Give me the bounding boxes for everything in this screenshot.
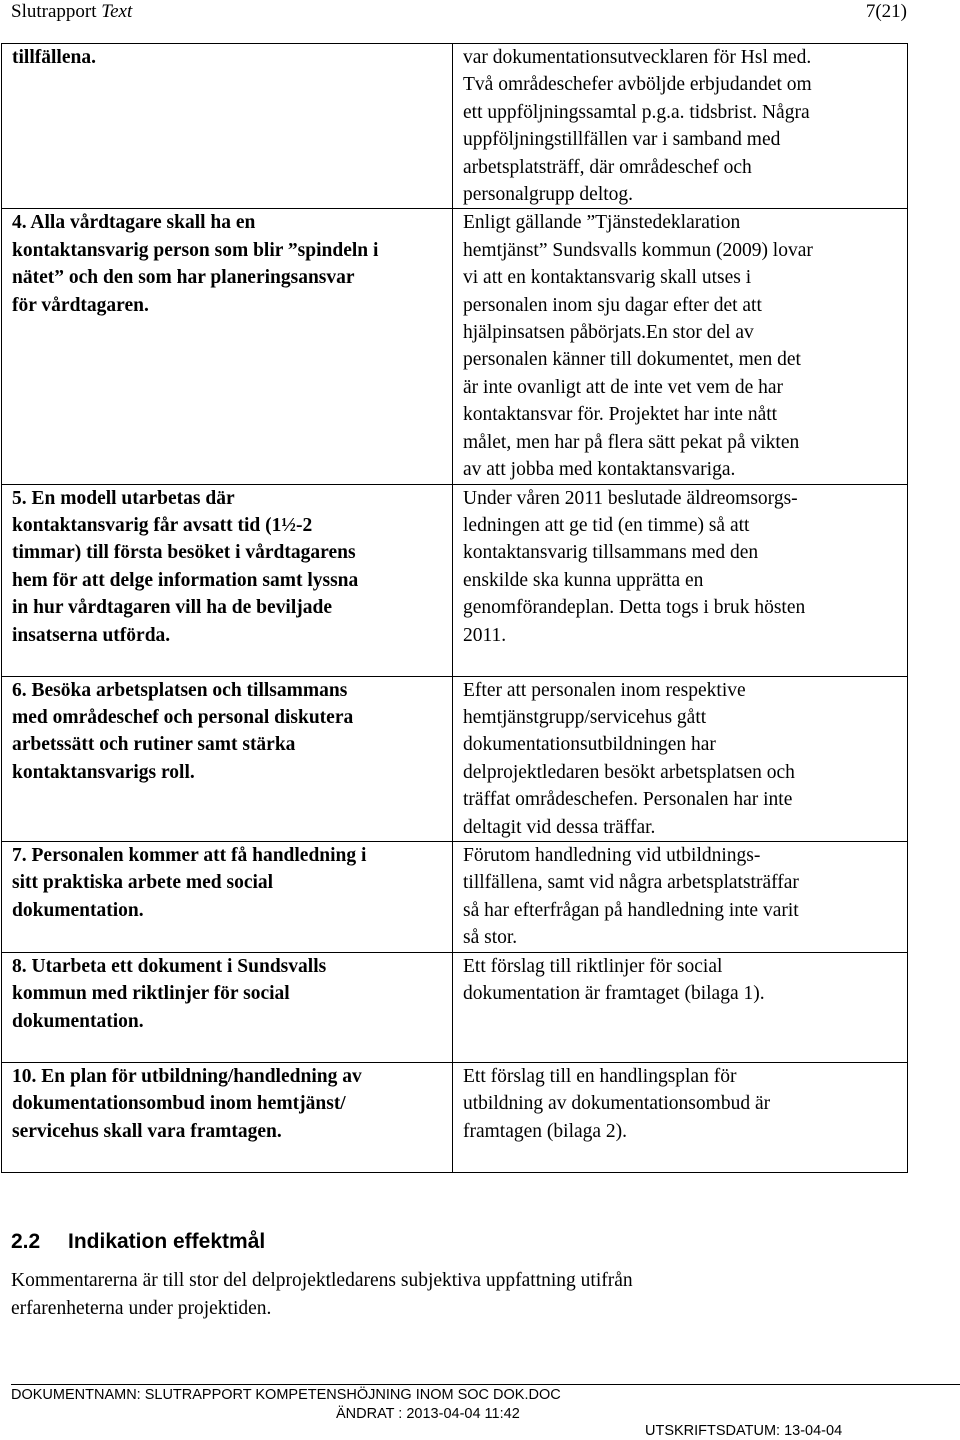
- goal-text-line: dokumentation.: [12, 1010, 144, 1032]
- table-row: [2, 484, 908, 676]
- section-body-line: Kommentarerna är till stor del delprojektledarens subjektiva uppfattning utifrån: [11, 1270, 633, 1291]
- outcome-text-line: 2011.: [463, 624, 507, 646]
- outcome-cell: [453, 676, 908, 841]
- report-title: Slutrapport: [11, 1, 102, 22]
- goal-text-line: 7. Personalen kommer att få handledning i: [12, 844, 367, 866]
- outcome-text-line: deltagit vid dessa träffar.: [463, 816, 656, 838]
- outcome-text-line: ledningen att ge tid (en timme) så att: [463, 514, 750, 536]
- table-row: [2, 841, 908, 952]
- section-body-line: erfarenheterna under projektiden.: [11, 1298, 272, 1319]
- footer-document-name: DOKUMENTNAMN: SLUTRAPPORT KOMPETENSHÖJNING INOM SOC DOK.DOC: [11, 1387, 561, 1403]
- report-title-italic: Text: [101, 1, 133, 22]
- outcome-text-line: Efter att personalen inom respektive: [463, 679, 746, 701]
- goal-text-line: kontaktansvarig person som blir ”spindeln i: [12, 239, 379, 261]
- outcome-text-line: målet, men har på flera sätt pekat på vikten: [463, 431, 800, 453]
- outcome-text-line: kontaktansvar för. Projektet har inte nått: [463, 404, 778, 426]
- table-row: [2, 1062, 908, 1172]
- section-number: 2.2: [11, 1230, 41, 1253]
- goal-text-line: kontaktansvarig får avsatt tid (1½-2: [12, 514, 313, 536]
- outcome-text-line: dokumentation är framtaget (bilaga 1).: [463, 983, 765, 1005]
- outcome-text-line: framtagen (bilaga 2).: [463, 1120, 628, 1142]
- footer-changed-date: ÄNDRAT : 2013-04-04 11:42: [336, 1406, 520, 1422]
- goal-text-line: dokumentation.: [12, 899, 144, 921]
- goal-cell: [2, 676, 453, 841]
- outcome-text-line: träffat områdeschefen. Personalen har inte: [463, 789, 793, 811]
- section-heading: [11, 1227, 265, 1257]
- outcome-text-line: delprojektledaren besökt arbetsplatsen och: [463, 761, 795, 783]
- goal-cell: [2, 484, 453, 676]
- goal-text-line: in hur vårdtagaren vill ha de beviljade: [12, 597, 332, 619]
- outcome-cell: [453, 841, 908, 952]
- goal-text-line: kontaktansvarigs roll.: [12, 761, 195, 783]
- goal-text-line: 6. Besöka arbetsplatsen och tillsammans: [12, 679, 348, 701]
- goal-text-line: 8. Utarbeta ett dokument i Sundsvalls: [12, 955, 327, 977]
- outcome-text-line: hjälpinsatsen påbörjats.En stor del av: [463, 322, 754, 344]
- outcome-text-line: genomförandeplan. Detta togs i bruk hösten: [463, 597, 806, 619]
- goal-text-line: kommun med riktlinjer för social: [12, 983, 290, 1005]
- section-title: Indikation effektmål: [68, 1230, 266, 1253]
- goal-cell: [2, 841, 453, 952]
- outcome-text-line: hemtjänstgrupp/servicehus gått: [463, 706, 707, 728]
- goal-text-line: för vårdtagaren.: [12, 294, 149, 316]
- goal-text-line: sitt praktiska arbete med social: [12, 872, 274, 894]
- outcome-text-line: var dokumentationsutvecklaren för Hsl med.: [463, 47, 812, 68]
- outcome-text-line: Under våren 2011 beslutade äldreomsorgs-: [463, 487, 798, 509]
- outcome-text-line: tillfällena, samt vid några arbetsplatsträffar: [463, 872, 799, 894]
- outcome-text-line: vi att en kontaktansvarig skall utses i: [463, 267, 752, 289]
- goal-text-line: timmar) till första besöket i vårdtagarens: [12, 542, 356, 564]
- page-number: 7(21): [865, 1, 907, 22]
- outcome-text-line: arbetsplatsträff, där områdeschef och: [463, 156, 752, 178]
- outcome-text-line: Ett förslag till en handlingsplan för: [463, 1065, 737, 1087]
- outcome-text-line: är inte ovanligt att de inte vet vem de har: [463, 376, 784, 398]
- outcome-text-line: Två områdeschefer avböljde erbjudandet om: [463, 74, 812, 96]
- goal-text-line: hem för att delge information samt lyssna: [12, 569, 359, 591]
- outcome-cell: [453, 952, 908, 1062]
- footer-divider: [11, 1384, 960, 1385]
- outcome-text-line: Enligt gällande ”Tjänstedeklaration: [463, 212, 741, 234]
- goal-cell: [2, 952, 453, 1062]
- outcome-text-line: enskilde ska kunna upprätta en: [463, 569, 704, 591]
- outcome-text-line: så stor.: [463, 927, 518, 949]
- goal-text-line: arbetssätt och rutiner samt stärka: [12, 734, 296, 756]
- outcome-text-line: så har efterfrågan på handledning inte varit: [463, 899, 799, 921]
- outcome-cell: [453, 209, 908, 484]
- outcome-text-line: av att jobba med kontaktansvariga.: [463, 459, 736, 481]
- outcome-text-line: dokumentationsutbildningen har: [463, 734, 716, 756]
- table-row: [2, 44, 908, 209]
- outcome-cell: [453, 1062, 908, 1172]
- outcome-text-line: personalgrupp deltog.: [463, 184, 634, 206]
- goals-table-body: [2, 44, 908, 1173]
- outcome-text-line: utbildning av dokumentationsombud är: [463, 1093, 771, 1115]
- page-header: [11, 0, 907, 24]
- outcome-cell: [453, 484, 908, 676]
- goal-text-line: 4. Alla vårdtagare skall ha en: [12, 212, 256, 234]
- outcome-text-line: uppföljningstillfällen var i samband med: [463, 129, 781, 151]
- goal-cell: [2, 1062, 453, 1172]
- goal-text-line: 5. En modell utarbetas där: [12, 487, 235, 509]
- goal-text-line: tillfällena.: [12, 47, 96, 68]
- goal-cell: [2, 44, 453, 209]
- table-row: [2, 209, 908, 484]
- outcome-text-line: kontaktansvarig tillsammans med den: [463, 542, 759, 564]
- outcome-text-line: ett uppföljningssamtal p.g.a. tidsbrist. Några: [463, 101, 810, 123]
- table-row: [2, 676, 908, 841]
- goal-cell: [2, 209, 453, 484]
- goal-text-line: insatserna utförda.: [12, 624, 171, 646]
- footer-print-date: UTSKRIFTSDATUM: 13-04-04: [645, 1423, 843, 1439]
- outcome-text-line: Förutom handledning vid utbildnings-: [463, 844, 761, 866]
- outcome-text-line: Ett förslag till riktlinjer för social: [463, 955, 723, 977]
- goal-text-line: servicehus skall vara framtagen.: [12, 1120, 282, 1142]
- outcome-text-line: personalen känner till dokumentet, men det: [463, 349, 801, 371]
- table-row: [2, 952, 908, 1062]
- section-body: [11, 1267, 891, 1323]
- goal-text-line: dokumentationsombud inom hemtjänst/: [12, 1093, 346, 1115]
- outcome-cell: [453, 44, 908, 209]
- outcome-text-line: personalen inom sju dagar efter det att: [463, 294, 762, 316]
- outcome-text-line: hemtjänst” Sundsvalls kommun (2009) lovar: [463, 239, 813, 261]
- goals-table: [1, 43, 908, 1173]
- goal-text-line: med områdeschef och personal diskutera: [12, 706, 354, 728]
- goal-text-line: 10. En plan för utbildning/handledning av: [12, 1065, 362, 1087]
- goal-text-line: nätet” och den som har planeringsansvar: [12, 267, 355, 289]
